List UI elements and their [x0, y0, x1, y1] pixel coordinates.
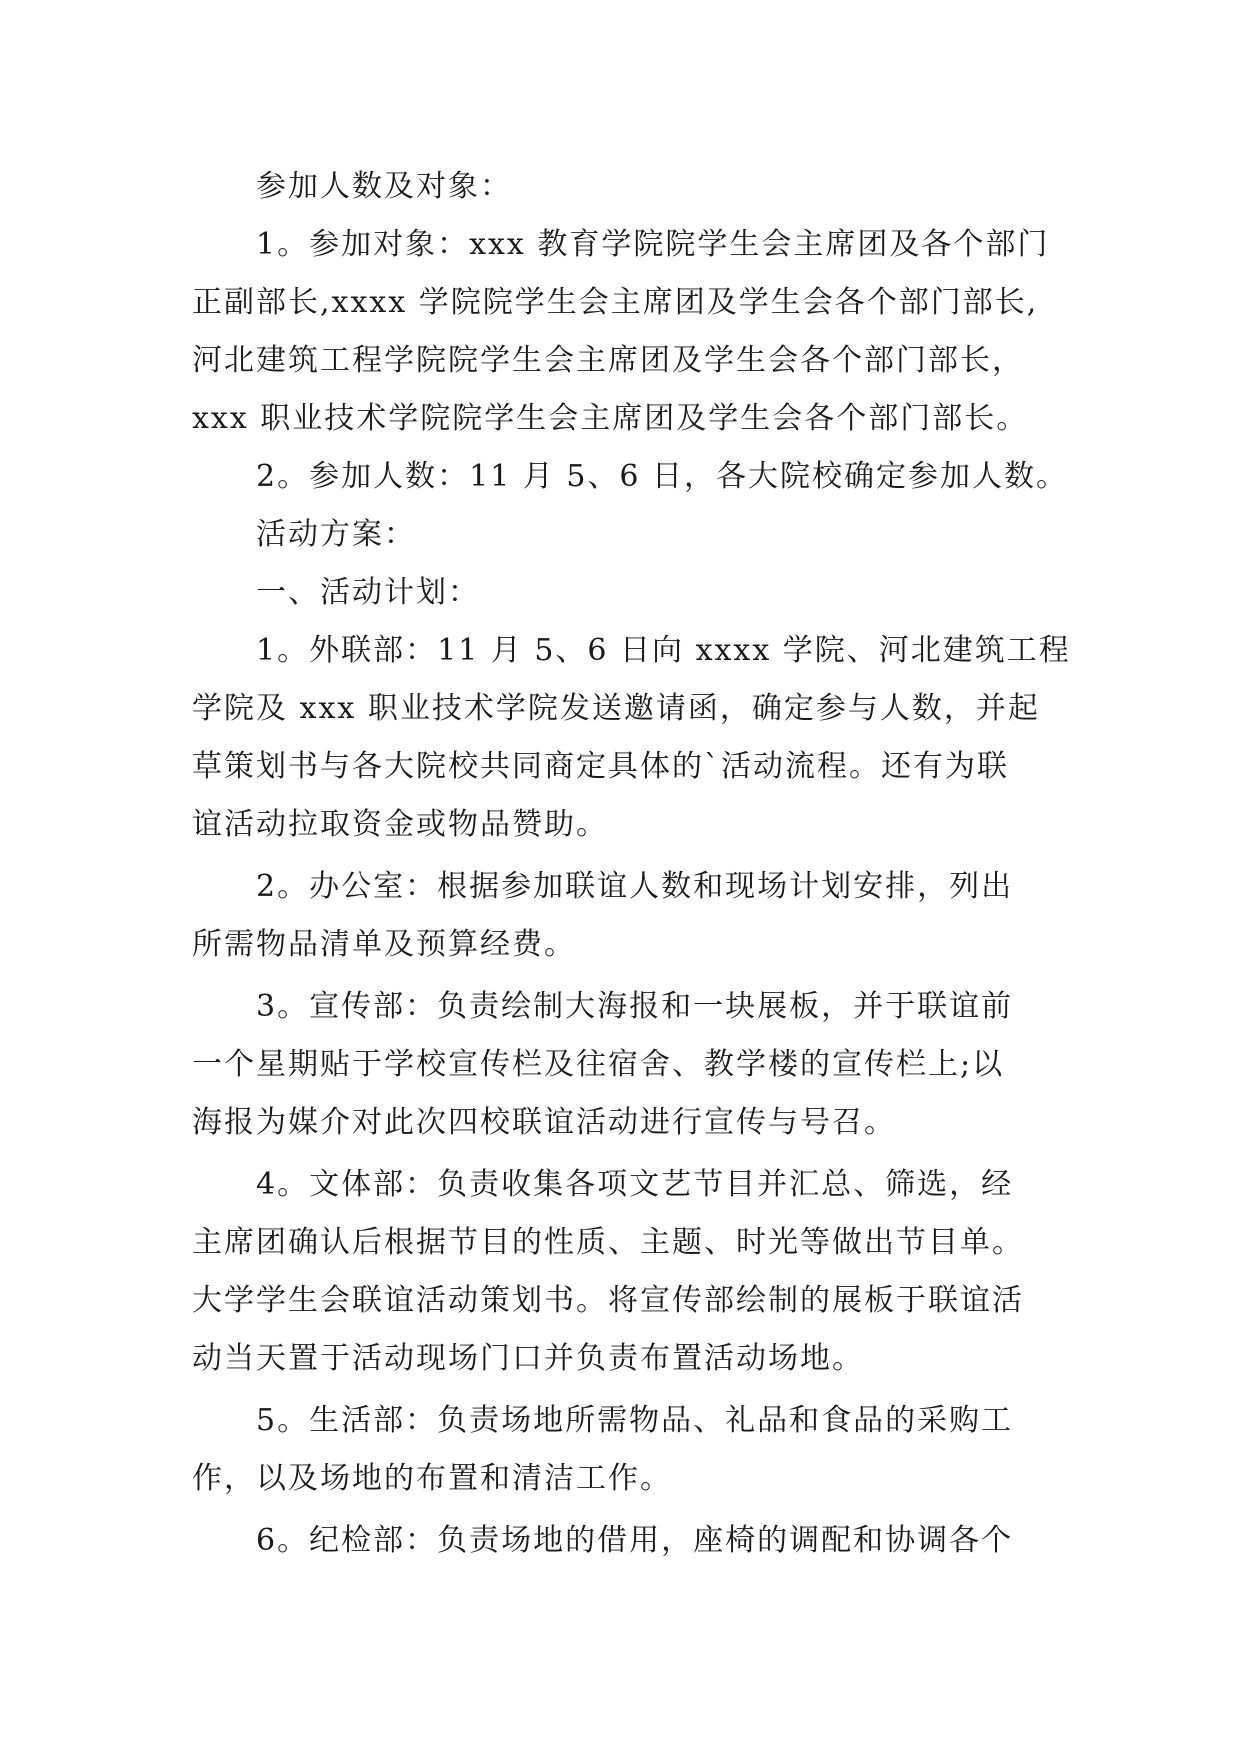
text-line: 1。外联部：11 月 5、6 日向 xxxx 学院、河北建筑工程: [256, 633, 1071, 668]
text-line: 2。办公室：根据参加联谊人数和现场计划安排，列出: [256, 869, 1014, 904]
text-line: 所需物品清单及预算经费。: [192, 927, 576, 962]
text-line: 5。生活部：负责场地所需物品、礼品和食品的采购工: [256, 1403, 1014, 1438]
text-line: 1。参加对象：xxx 教育学院院学生会主席团及各个部门: [256, 227, 1050, 262]
text-line: 河北建筑工程学院院学生会主席团及学生会各个部门部长，: [192, 343, 1024, 378]
paragraph-activity-plan-heading: [192, 506, 1052, 564]
text-line: 大学学生会联谊活动策划书。将宣传部绘制的展板于联谊活: [192, 1283, 1024, 1318]
paragraph-participants-count: [192, 448, 1069, 506]
text-line: 作，以及场地的布置和清洁工作。: [192, 1461, 672, 1496]
paragraph-discipline-dept: [192, 1512, 1052, 1570]
paragraph-participants-target: [192, 216, 1052, 448]
text-line: 3。宣传部：负责绘制大海报和一块展板，并于联谊前: [256, 989, 1014, 1024]
text-line: 草策划书与各大院校共同商定具体的`活动流程。还有为联: [192, 749, 1009, 784]
text-line: 主席团确认后根据节目的性质、主题、时光等做出节目单。: [192, 1225, 1024, 1260]
text-line: 一、活动计划：: [256, 575, 480, 610]
text-line: 参加人数及对象：: [256, 169, 512, 204]
paragraph-arts-sports-dept: [192, 1156, 1052, 1388]
paragraph-participants-heading: [192, 158, 1052, 216]
paragraph-section-one-heading: [192, 564, 1052, 622]
text-line: 学院及 xxx 职业技术学院发送邀请函，确定参与人数，并起: [192, 691, 1040, 726]
text-line: 动当天置于活动现场门口并负责布置活动场地。: [192, 1341, 864, 1376]
text-line: 6。纪检部：负责场地的借用，座椅的调配和协调各个: [256, 1523, 1014, 1558]
text-line: 一个星期贴于学校宣传栏及往宿舍、教学楼的宣传栏上;以: [192, 1047, 1005, 1082]
paragraph-publicity-dept: [192, 978, 1052, 1152]
text-line: xxx 职业技术学院院学生会主席团及学生会各个部门部长。: [192, 401, 1029, 436]
paragraph-liaison-dept: [192, 622, 1071, 854]
text-line: 海报为媒介对此次四校联谊活动进行宣传与号召。: [192, 1105, 896, 1140]
text-line: 4。文体部：负责收集各项文艺节目并汇总、筛选，经: [256, 1167, 1014, 1202]
text-line: 活动方案：: [256, 517, 416, 552]
text-line: 谊活动拉取资金或物品赞助。: [192, 807, 608, 842]
paragraph-office: [192, 858, 1052, 974]
text-line: 正副部长,xxxx 学院院学生会主席团及学生会各个部门部长,: [192, 285, 1039, 320]
document-body: [192, 158, 1071, 1570]
text-line: 2。参加人数：11 月 5、6 日，各大院校确定参加人数。: [256, 459, 1069, 494]
paragraph-life-dept: [192, 1392, 1052, 1508]
